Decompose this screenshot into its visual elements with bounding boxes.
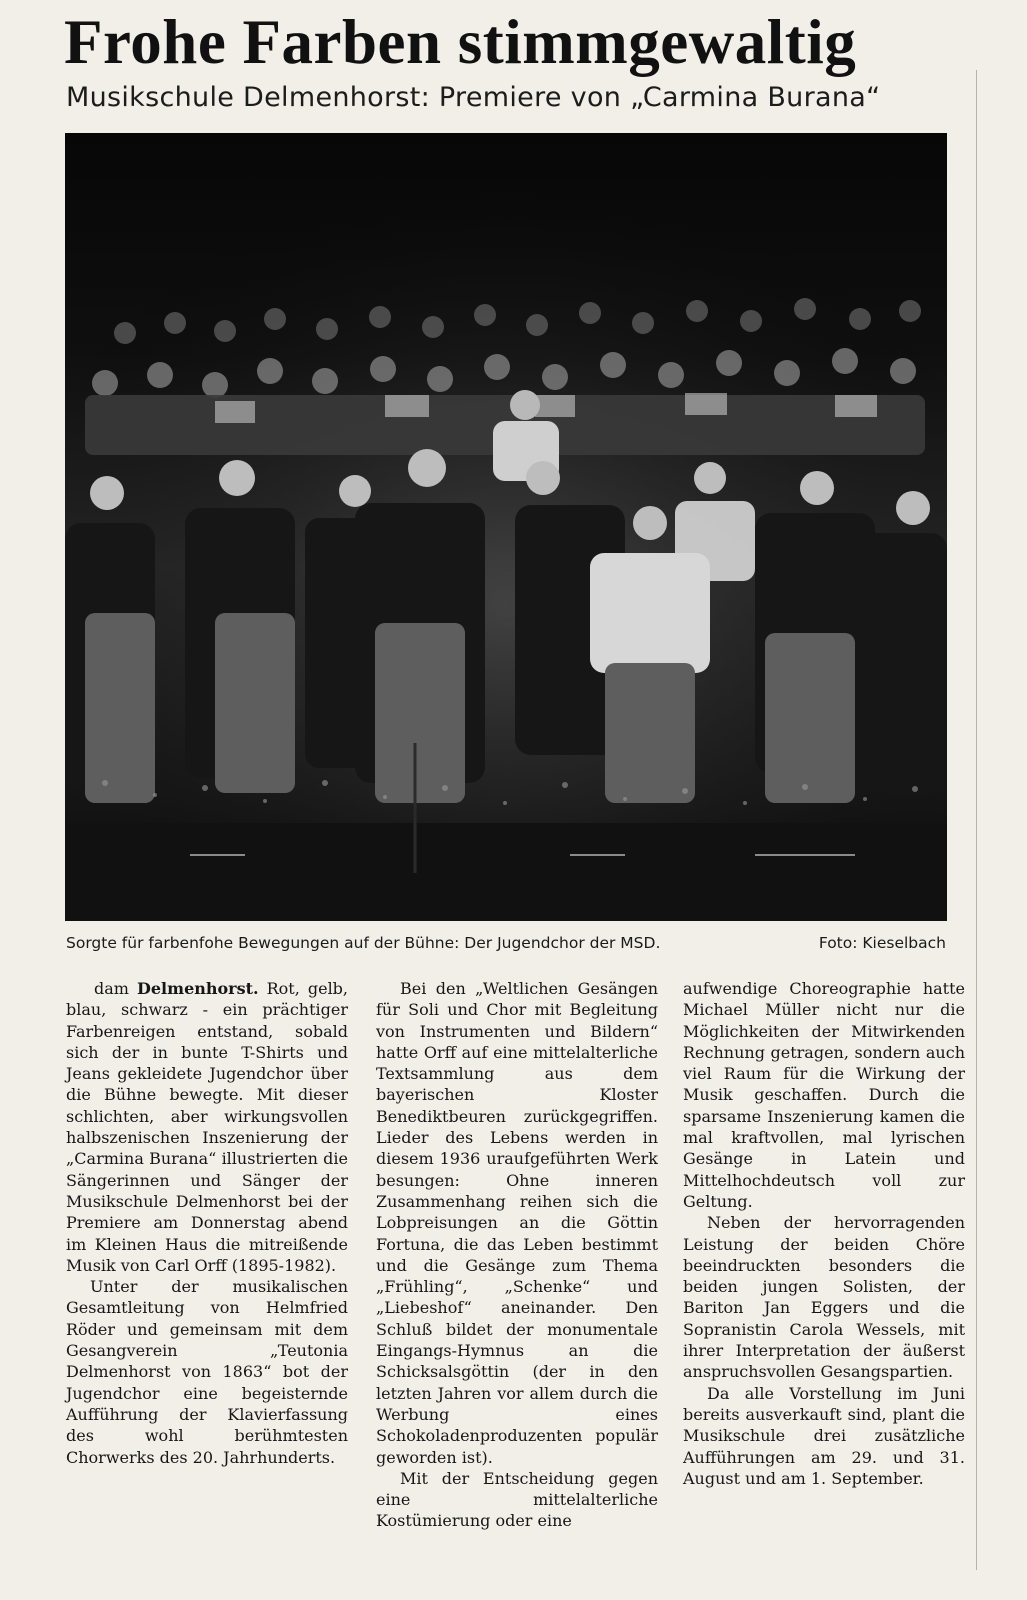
article-column-2 <box>376 978 658 1532</box>
clipping-edge-line <box>976 70 977 1570</box>
subheadline: Musikschule Delmenhorst: Premiere von „Carmina Burana“ <box>66 82 881 113</box>
headline: Frohe Farben stimmgewaltig <box>64 7 857 77</box>
article-column-1 <box>66 978 348 1468</box>
article-column-3 <box>683 978 965 1489</box>
paragraph: aufwendige Choreographie hatte Michael Müller nicht nur die Möglichkeiten der Mitwirkenden Rechnung getragen, sondern auch viel Raum für die Wirkung der Musik geschaffen. Durch die sparsame Inszenierung kamen die mal kraftvollen, mal lyrischen Gesänge in Latein und Mittelhochdeutsch voll zur Geltung. <box>683 979 965 1211</box>
photo-credit: Foto: Kieselbach <box>818 934 946 952</box>
paragraph: Bei den „Weltlichen Gesängen für Soli und Chor mit Begleitung von Instrumenten und Bildern“ hatte Orff auf eine mittelalterliche Textsammlung aus dem bayerischen Kloster Benediktbeuren zurückgegriffen. Lieder des Lebens werden in diesem 1936 uraufgeführten Werk besungen: Ohne inneren Zusammenhang reihen sich die Lobpreisungen an die Göttin Fortuna, die das Leben bestimmt und die Gesänge zum Thema „Frühling“, „Schenke“ und „Liebeshof“ aneinander. Den Schluß bildet der monumentale Eingangs-Hymnus an die Schicksalsgöttin (der in den letzten Jahren vor allem durch die Werbung eines Schokoladenproduzenten populär geworden ist). <box>376 979 658 1467</box>
photo-caption: Sorgte für farbenfohe Bewegungen auf der Bühne: Der Jugendchor der MSD. <box>66 934 661 952</box>
paragraph: Neben der hervorragenden Leistung der beiden Chöre beeindruckten besonders die beiden jungen Solisten, der Bariton Jan Eggers und die Sopranistin Carola Wessels, mit ihrer Interpretation der äußerst anspruchsvollen Gesangspartien. <box>683 1213 965 1382</box>
paragraph: Da alle Vorstellung im Juni bereits ausverkauft sind, plant die Musikschule drei zusätzliche Aufführungen am 29. und 31. August und am 1. September. <box>683 1383 965 1488</box>
byline-tag: dam <box>94 979 129 998</box>
dateline: Delmenhorst. <box>137 979 259 998</box>
paragraph-text: Rot, gelb, blau, schwarz - ein prächtiger Farbenreigen entstand, sobald sich der in bunte T-Shirts und Jeans gekleidete Jugendchor über die Bühne bewegte. Mit dieser schlichten, aber wirkungsvollen halbszenischen Inszenierung der „Carmina Burana“ illustrierten die Sängerinnen und Sänger der Musikschule Delmenhorst bei der Premiere am Donnerstag abend im Kleinen Haus die mitreißende Musik von Carl Orff (1895-1982). <box>66 979 349 1275</box>
photo-caption-row <box>66 932 946 954</box>
paragraph: Unter der musikalischen Gesamtleitung von Helmfried Röder und gemeinsam mit dem Gesangverein „Teutonia Delmenhorst von 1863“ bot der Jugendchor eine begeisternde Aufführung der Klavierfassung des wohl berühmtesten Chorwerks des 20. Jahrhunderts. <box>66 1277 348 1467</box>
choir-photo <box>65 133 947 921</box>
paragraph: Mit der Entscheidung gegen eine mittelalterliche Kostümierung oder eine <box>376 1468 658 1531</box>
paragraph <box>66 978 348 1276</box>
choir-photo-icon <box>65 133 947 921</box>
